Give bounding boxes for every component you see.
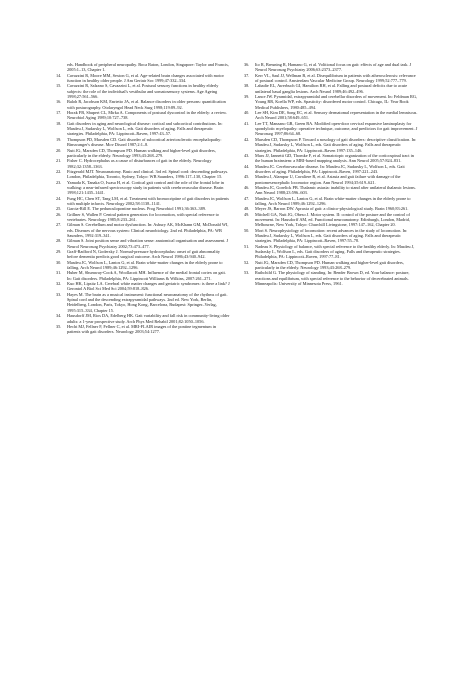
reference-entry bbox=[244, 228, 418, 244]
reference-number: 46. bbox=[244, 184, 250, 190]
reference-entry bbox=[56, 62, 230, 73]
reference-text: Nadeau S. Physiology of balance, with special reference to the healthy elderly. In: Masdeu J, Sudarsky L, Wolfson L, eds. Gait disorders of aging. Falls and therapeutic strategies. Philadelphia, PA: Lippincott–Raven, 1997:77–81. bbox=[255, 243, 415, 260]
reference-text: Kuo HK, Lipsitz LA. Cerebral white matter changes and geriatric syndromes: is there a link? J Gerontol A Biol Sci Med Sci 2004;59:818–826. bbox=[67, 281, 230, 292]
reference-column-left bbox=[56, 62, 230, 640]
reference-entry bbox=[56, 260, 230, 271]
reference-text: Cavazzini R, Moore MM, Sexton G, et al. Age-related brain changes associated with motor function in healthy older people. J Am Geriatr Soc 1999;47:332–334. bbox=[67, 72, 224, 84]
reference-number: 26. bbox=[56, 211, 62, 217]
reference-text: Gait disorders in aging and neurological disease: cortical and subcortical contributions. In: Masdeu J, Sudarsky L, Wolfson L, eds. Gait disorders of aging. Falls and therapeutic strategies. Philadelphia, PA: Lippincott–Raven, 1997:43–57. bbox=[67, 120, 223, 137]
reference-entry bbox=[56, 121, 230, 137]
reference-number: 38. bbox=[244, 83, 250, 89]
reference-entry bbox=[56, 292, 230, 313]
reference-text: Mitchell GA, Nutt JG, Obeso J. Motor system. II: control of the posture and the control of movement. In: Hausdorff AM, ed. Functional neuroanatomy. Edinburgh, London, Madrid, Melbourne, New York, Tokyo: Churchill Livingstone, 1997:147–162, Chapter 20. bbox=[255, 211, 410, 228]
reference-number: 48. bbox=[244, 206, 250, 212]
reference-number: 47. bbox=[244, 195, 250, 201]
reference-text: Lee SH, Kim DE, Song EC, et al. Sensory dermatomal representation in the medial lemniscus. Arch Neurol 2001;58:649–651. bbox=[255, 110, 418, 121]
reference-text: Labadie EL, Awerbuch GI, Hamilton RH, et al. Falling and postural deficits due to acute unilateral basal ganglia lesions. Arch Neurol 1989;46:492–496. bbox=[255, 83, 408, 94]
reference-entry bbox=[56, 324, 230, 335]
reference-entry bbox=[56, 99, 230, 110]
reference-entry bbox=[244, 212, 418, 228]
reference-entry bbox=[244, 164, 418, 175]
reference-number: 52. bbox=[244, 259, 250, 265]
reference-number: 27. bbox=[56, 222, 62, 228]
reference-text: Nutt JG, Marsden CD, Thompson PD. Human walking and higher-level gait disorders, particularly in the elderly. Neurology 1993;43:268–279. bbox=[67, 147, 216, 158]
reference-text: Hecht MJ, Fellner F, Fellner C, et al. MRI-FLAIR images of the pontine tegmentum in patients with gait disorders. Neurology 2003;54:1277. bbox=[67, 323, 217, 335]
reference-text: Grillner S, Wallen P. Central pattern generators for locomotion, with special reference to vertebrates. Neurology 1985;8:233–261. bbox=[67, 211, 219, 222]
reference-entry bbox=[56, 196, 230, 207]
reference-text: Meyer JS, Barron DW. Apraxia of gait: a clinico-physiological study. Brain 1960;83:261. bbox=[255, 206, 409, 212]
reference-text: Gilman S. Cerebellum and motor dysfunction. In: Asbury AK, McKhann GM, McDonald WI, eds. Diseases of the nervous system: Clinical neurobiology. 2nd ed. Philadelphia, PA: WB Saunders, 1992:319–341. bbox=[67, 222, 229, 238]
reference-entry bbox=[244, 73, 418, 84]
reference-entry bbox=[56, 212, 230, 223]
reference-entry bbox=[56, 222, 230, 238]
reference-number: 34. bbox=[56, 313, 62, 319]
reference-number: 31. bbox=[56, 270, 62, 276]
reference-entry bbox=[244, 196, 418, 207]
reference-text: Marx JJ, Iannetti GD, Thomke F, et al. Somatotopic organization of the corticospinal tract in the human brainstem: a MRI-based mapping analysis. Ann Neurol 2005;57:824–831. bbox=[255, 152, 414, 164]
reference-number: 35. bbox=[56, 323, 62, 329]
reference-text: Masdeu JC. Cerebrovascular disease. In: Masdeu JC, Sudarsky L, Wolfson L, eds. Gait disorders of aging. Philadelphia, PA: Lippincott–Raven, 1997:221–243. bbox=[255, 163, 405, 174]
reference-entry bbox=[244, 244, 418, 260]
reference-entry bbox=[244, 121, 418, 137]
reference-text: Masdeu JC, Gorelick PB. Thalamic astasia: inability to stand after unilateral thalamic lesions. Ann Neurol 1988;23:596–603. bbox=[255, 184, 416, 196]
reference-number: 17. bbox=[56, 110, 62, 116]
reference-number: 45. bbox=[244, 174, 250, 180]
reference-number: 41. bbox=[244, 120, 250, 126]
reference-number: 29. bbox=[56, 249, 62, 255]
reference-text: Hayes M. The brain as a musical instrument: functional neuroanatomy of the rhythms of gait. Spinal cord and the descending extrapyramidal pathways. 2nd ed. New York, Berlin, Heidelberg, London, Paris, Tokyo, Hong Kong, Barcelona, Budapest: Springer–Verlag, 1995:315–334, Chapter 15. bbox=[67, 291, 228, 313]
reference-number: 28. bbox=[56, 238, 62, 244]
reference-entry bbox=[56, 270, 230, 281]
reference-entry bbox=[244, 110, 418, 121]
reference-text: Masdeu JC, Wolfson L, Lantos G, et al. Brain white-matter changes in the elderly prone to falling. Arch Neurol 1989;46:1292–1296. bbox=[255, 195, 411, 206]
reference-number: 16. bbox=[56, 99, 62, 105]
reference-text: Horak FB, Shupert CL, Mirka A. Components of postural dyscontrol in the elderly: a review. Neurobiol Aging 1989;10:727–738. bbox=[67, 110, 227, 121]
reference-number: 24. bbox=[56, 195, 62, 201]
reference-number: 32. bbox=[56, 281, 62, 287]
reference-text: Thompson PD, Marsden CD. Gait disorder of subcortical arteriosclerotic encephalopathy: Binswanger's disease. Mov Disord 1987;2:1–8. bbox=[67, 136, 222, 148]
reference-number: 21. bbox=[56, 158, 62, 164]
reference-number: 49. bbox=[244, 211, 250, 217]
reference-number: 40. bbox=[244, 110, 250, 116]
reference-text: Graff-Radford N, Godersky J. Normal-pressure hydrocephalus: onset of gait abnormality before dementia predicts good surgical outcome. Arch Neurol 1986;43:940–942. bbox=[67, 249, 221, 260]
reference-number: 51. bbox=[244, 243, 250, 249]
reference-entry bbox=[244, 62, 418, 73]
reference-number: 25. bbox=[56, 206, 62, 212]
reference-number: 53. bbox=[244, 270, 250, 276]
reference-number: 23. bbox=[56, 179, 62, 185]
reference-entry bbox=[244, 153, 418, 164]
reference-text: Marsden CD, Thompson P. Toward a nosology of gait disorders: descriptive classification. In: Masdeu J, Sudarsky L, Wolfson L, eds. Gait disorders of aging. Falls and therapeutic strategies. Philadelphia, PA: Lippincott–Raven 1997:135–146. bbox=[255, 136, 417, 153]
reference-number: 43. bbox=[244, 152, 250, 158]
reference-text: Kerr VL, Saul JJ, Wellman B, et al. Disequilibrium in patients with atherosclerosis: relevance of postural control. Amsterdam Vascular Medicine Group. Neurology 1999;52:777–779. bbox=[255, 72, 416, 84]
reference-text: Lance JW. Pyramidal, extrapyramidal and cerebellar disorders of movement. In: Feldman RG, Young RR, Koella WP, eds. Spasticity: disordered motor control. Chicago, IL: Year Book Medical Publishers, 1980:485–494. bbox=[255, 94, 417, 110]
reference-text: Mori S. Neurophysiology of locomotion: recent advances in the study of locomotion. In: Masdeu J, Sudarsky L, Wolfson L, eds. Gait disorders of aging. Falls and therapeutic strategies. Philadelphia, PA: Lippincott–Raven, 1997:55–78. bbox=[255, 227, 408, 244]
reference-text: Nutt JG, Marsden CD, Thompson PD. Human walking and higher-level gait disorders, particularly in the elderly. Neurology 1993;43:268–279. bbox=[255, 259, 404, 271]
reference-text: Masdeu JC, Wolfson L, Lantos G, et al. Brain white-matter changes in the elderly prone to falling. Arch Neurol 1989;46:1292–1296. bbox=[67, 259, 223, 271]
reference-entry bbox=[56, 83, 230, 99]
reference-column-right bbox=[244, 62, 418, 640]
reference-text: Yamada K, Tanaka O, Iwasa H, et al. Cortical gait control and the role of the frontal lobe in walking: a near-infrared spectroscopy study in patients with cerebrovascular disease. Brain 1998;121:1435–1441. bbox=[67, 179, 224, 196]
reference-entry bbox=[56, 249, 230, 260]
reference-entry bbox=[56, 180, 230, 196]
reference-entry bbox=[244, 94, 418, 110]
reference-entry bbox=[244, 185, 418, 196]
reference-entry bbox=[56, 137, 230, 148]
reference-text: Fung HC, Chen ST, Tang LM, et al. Treatment with bromocriptine of gait disorders in patients with multiple infarcts. Neurology 2002;58:1138–1141. bbox=[67, 195, 229, 206]
reference-entry bbox=[56, 148, 230, 159]
reference-number: 50. bbox=[244, 227, 250, 233]
reference-text: Baloh R, Jacobson KM, Enrietto JA, et al. Balance disorders in older persons: quantification with posturography. Otolaryngol Head Neck Surg 1998;119:89–92. bbox=[67, 99, 226, 110]
reference-entry bbox=[244, 260, 418, 271]
reference-entry bbox=[244, 174, 418, 185]
reference-entry bbox=[56, 169, 230, 180]
reference-entry bbox=[56, 110, 230, 121]
reference-number: 36. bbox=[244, 62, 250, 67]
reference-entry bbox=[244, 83, 418, 94]
reference-entry bbox=[244, 137, 418, 153]
reference-entry bbox=[56, 73, 230, 84]
reference-text: Ruthchild G. The physiology of standing. In: Bender Brown D, ed. Your balance: posture, reactions and equilibrium, with special reference to the behavior of decerebrated animals. Minneapolis: University of Minnesota Press, 1961. bbox=[255, 270, 410, 287]
reference-text: Gilman S. Joint position sense and vibration sense: anatomical organisation and assessment. J Neurol Neurosurg Psychiatry 2002;73:473–477. bbox=[67, 238, 229, 249]
reference-text: Hausdorff JM, Rios DA, Edelberg HK. Gait variability and fall risk in community-living older adults: a 1-year prospective study. Arch Phys Med Rehabil 2001;82:1050–1056. bbox=[67, 313, 230, 324]
reference-number: 44. bbox=[244, 163, 250, 169]
reference-entry bbox=[56, 158, 230, 169]
reference-text: Ito R, Breuning R, Hamano G, et al. Volitional focus on gait: effects of age and dual task. J Neurol Neurosurg Psychiatry 2006;63:2373–2377. bbox=[255, 62, 412, 73]
reference-text: Cavazzini R, Salzano S, Cavazzini L, et al. Postural sensory functions in healthy elderly subjects: the role of the individual's vestibular and somatosensory systems. Age Ageing 1998;27:561–566. bbox=[67, 83, 219, 100]
reference-text: Masdeu J, Alampur U, Cavaliere R, et al. Astasia and gait failure with damage of the pontomesencephalic locomotor region. Ann Neurol 1994;35:619–621. bbox=[255, 174, 401, 185]
reference-number: 20. bbox=[56, 147, 62, 153]
reference-text: Garcia-Rill E. The pedunculopontine nucleus. Prog Neurobiol 1991;36:363–389. bbox=[67, 206, 207, 212]
reference-columns bbox=[56, 62, 418, 640]
reference-text: Lee TT, Manzano GR, Green BA. Modified open-door cervical expansive laminoplasty for spondylotic myelopathy: operative technique, outcome, and predictors for gait improvement. J Neurosurg 1997;86:64–68. bbox=[255, 120, 418, 137]
reference-entry bbox=[56, 313, 230, 324]
reference-number: 15. bbox=[56, 83, 62, 89]
reference-number: 19. bbox=[56, 136, 62, 142]
reference-text: Huber M, Shumway-Cook A, Woollacott MH. Influence of the medial frontal cortex on gait. In: Gait disorders. Philadelphia, PA: Lippincott Williams & Wilkins, 2007:261–271. bbox=[67, 270, 226, 281]
reference-number bbox=[56, 62, 67, 73]
reference-number: 37. bbox=[244, 72, 250, 78]
reference-entry bbox=[56, 281, 230, 292]
reference-text: eds. Handbook of peripheral neuropathy. Boca Raton, London, Singapore: Taylor and Francis, 2005:1–13, Chapter 1. bbox=[67, 62, 229, 73]
reference-number: 18. bbox=[56, 120, 62, 126]
reference-entry bbox=[56, 238, 230, 249]
reference-text: Fisher C. Hydrocephalus as a cause of disturbances of gait in the elderly. Neurology 1982;32:1358–1363. bbox=[67, 158, 212, 169]
reference-number: 39. bbox=[244, 94, 250, 100]
reference-number: 42. bbox=[244, 136, 250, 142]
reference-number: 14. bbox=[56, 72, 62, 78]
reference-entry bbox=[244, 270, 418, 286]
reference-text: Fitzgerald MJT. Neuroanatomy. Basic and clinical. 3rd ed. Spinal cord: descending pathways. London, Philadelphia, Toronto, Sydney, Tokyo: WB Saunders, 1996:117–130, Chapter 15. bbox=[67, 168, 229, 180]
reference-number: 22. bbox=[56, 168, 62, 174]
reference-number: 30. bbox=[56, 259, 62, 265]
reference-number: 33. bbox=[56, 291, 62, 297]
